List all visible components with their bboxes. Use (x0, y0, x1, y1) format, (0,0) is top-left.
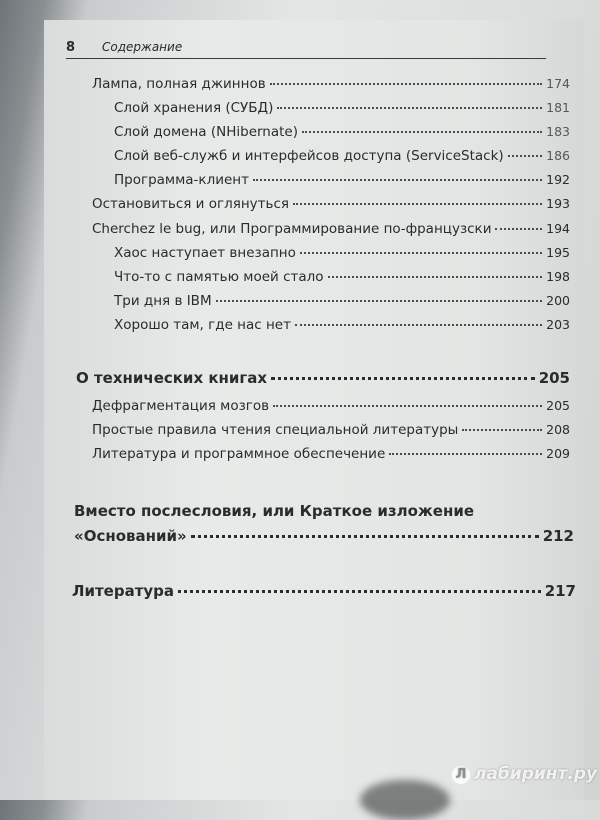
toc-entry: Хаос наступает внезапно 195 (114, 245, 570, 261)
page-number: 8 (66, 40, 76, 55)
page-header (66, 36, 546, 59)
toc-entry: Литература и программное обеспечение 209 (92, 446, 570, 462)
toc-section: Литература 217 (72, 582, 576, 600)
toc-entry: Остановиться и оглянуться 193 (92, 196, 570, 212)
toc-section-title-line1: Вместо послесловия, или Краткое изложение (74, 502, 475, 520)
page-shadow (360, 780, 450, 820)
toc-section: «Оснований» 212 (74, 527, 574, 545)
watermark-logo: Л лабиринт.ру (452, 764, 597, 784)
toc-entry: Cherchez le bug, или Программирование по-французски 194 (92, 221, 570, 237)
running-title: Содержание (102, 40, 183, 54)
toc-entry: Три дня в IBM 200 (114, 293, 570, 309)
toc-entry: Что-то с памятью моей стало 198 (114, 269, 570, 285)
toc-entry: Хорошо там, где нас нет 203 (114, 317, 570, 333)
toc-section: О технических книгах 205 (76, 369, 570, 387)
labirint-icon: Л (452, 766, 470, 784)
toc-entry: Лампа, полная джиннов 174 (92, 76, 570, 92)
toc-entry: Слой домена (NHibernate) 183 (114, 124, 570, 140)
toc-entry: Программа-клиент 192 (114, 172, 570, 188)
toc-entry: Слой веб-служб и интерфейсов доступа (ServiceStack) 186 (114, 148, 570, 164)
toc-entry: Простые правила чтения специальной литературы 208 (92, 422, 570, 438)
toc-entry: Дефрагментация мозгов 205 (92, 398, 570, 414)
toc-entry: Слой хранения (СУБД) 181 (114, 100, 570, 116)
